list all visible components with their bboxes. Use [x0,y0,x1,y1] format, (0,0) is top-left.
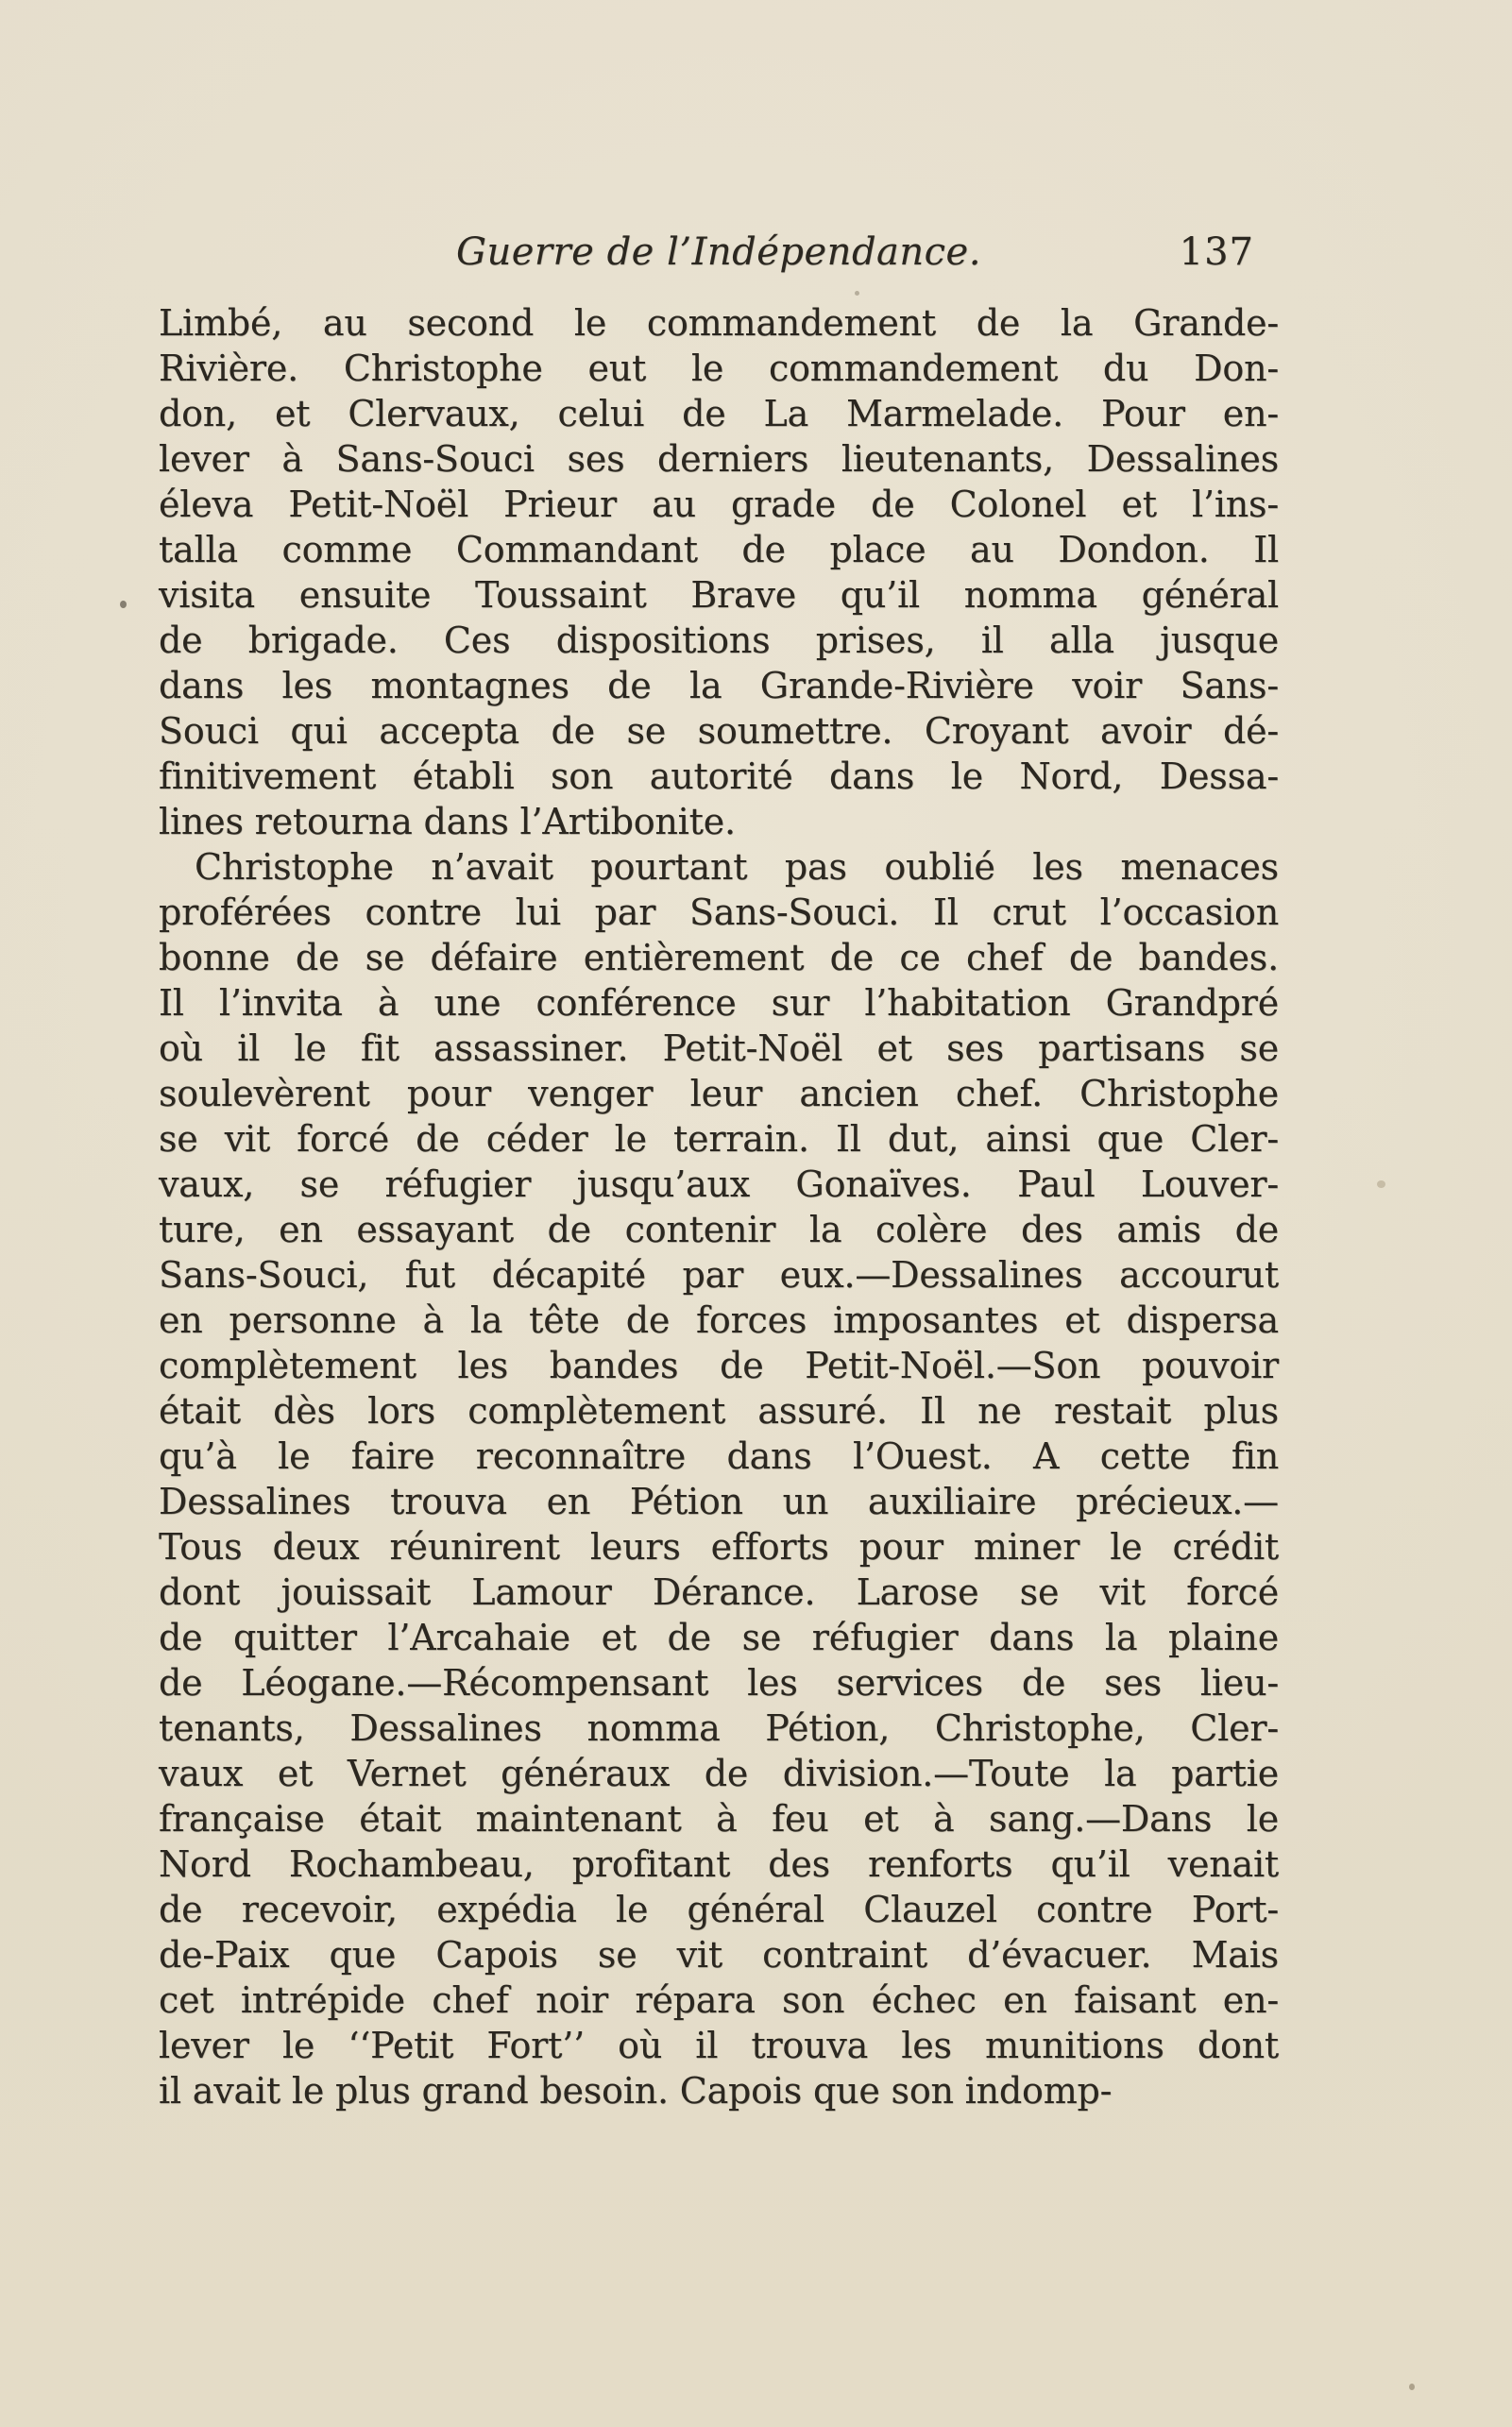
text-line: cet intrépide chef noir répara son échec en faisant en- [159,1979,1279,2021]
text-line: vaux et Vernet généraux de division.—Toute la partie [159,1753,1279,1794]
text-line: Sans-Souci, fut décapité par eux.—Dessalines accourut [159,1254,1279,1296]
text-line: talla comme Commandant de place au Dondon. Il [159,529,1279,570]
running-header [159,229,1279,276]
text-line: dont jouissait Lamour Dérance. Larose se vit forcé [159,1571,1279,1613]
text-line: don, et Clervaux, celui de La Marmelade. Pour en- [159,393,1279,434]
ink-speck [1409,2384,1415,2390]
text-line: ture, en essayant de contenir la colère des amis de [159,1209,1279,1250]
ink-speck [855,291,859,296]
ink-speck [120,601,127,608]
text-line: Rivière. Christophe eut le commandement du Don- [159,348,1279,389]
text-line: de-Paix que Capois se vit contraint d’évacuer. Mais [159,1934,1279,1976]
text-line: Nord Rochambeau, profitant des renforts qu’il venait [159,1843,1279,1885]
text-line: proférées contre lui par Sans-Souci. Il crut l’occasion [159,891,1279,933]
text-line: Tous deux réunirent leurs efforts pour miner le crédit [159,1526,1279,1568]
text-line: vaux, se réfugier jusqu’aux Gonaïves. Paul Louver- [159,1163,1279,1205]
text-line: de recevoir, expédia le général Clauzel contre Port- [159,1889,1279,1930]
text-line: était dès lors complètement assuré. Il ne restait plus [159,1390,1279,1432]
text-line: Souci qui accepta de se soumettre. Croyant avoir dé- [159,710,1279,752]
page-body [159,300,1279,2113]
text-line: française était maintenant à feu et à sang.—Dans le [159,1798,1279,1840]
text-line: finitivement établi son autorité dans le Nord, Dessa- [159,755,1279,797]
text-line: éleva Petit-Noël Prieur au grade de Colonel et l’ins- [159,484,1279,525]
text-line: soulevèrent pour venger leur ancien chef. Christophe [159,1073,1279,1114]
text-line: bonne de se défaire entièrement de ce chef de bandes. [159,937,1279,978]
text-line: de quitter l’Arcahaie et de se réfugier dans la plaine [159,1617,1279,1658]
text-line: de brigade. Ces dispositions prises, il alla jusque [159,619,1279,661]
text-line: où il le fit assassiner. Petit-Noël et ses partisans se [159,1027,1279,1069]
ink-speck [1377,1180,1385,1188]
text-line: se vit forcé de céder le terrain. Il dut, ainsi que Cler- [159,1118,1279,1160]
page-number: 137 [1179,230,1254,274]
text-line: Limbé, au second le commandement de la Grande- [159,302,1279,344]
text-line: complètement les bandes de Petit-Noël.—Son pouvoir [159,1345,1279,1386]
chapter-title: Guerre de l’Indépendance. [456,230,981,274]
text-line: Dessalines trouva en Pétion un auxiliaire précieux.— [159,1481,1279,1522]
text-line: visita ensuite Toussaint Brave qu’il nomma général [159,574,1279,616]
text-line: dans les montagnes de la Grande-Rivière voir Sans- [159,665,1279,706]
text-line: lever le ‘‘Petit Fort’’ où il trouva les munitions dont [159,2025,1279,2066]
text-line: en personne à la tête de forces imposantes et dispersa [159,1299,1279,1341]
text-line: de Léogane.—Récompensant les services de ses lieu- [159,1662,1279,1704]
text-line: Il l’invita à une conférence sur l’habitation Grandpré [159,982,1279,1024]
text-line: lever à Sans-Souci ses derniers lieutenants, Dessalines [159,438,1279,480]
text-line: il avait le plus grand besoin. Capois que son indomp- [159,2070,1113,2112]
text-line: qu’à le faire reconnaître dans l’Ouest. A cette fin [159,1435,1279,1477]
text-line: Christophe n’avait pourtant pas oublié les menaces [195,846,1279,888]
text-line: tenants, Dessalines nomma Pétion, Christophe, Cler- [159,1707,1279,1749]
text-line: lines retourna dans l’Artibonite. [159,801,736,842]
